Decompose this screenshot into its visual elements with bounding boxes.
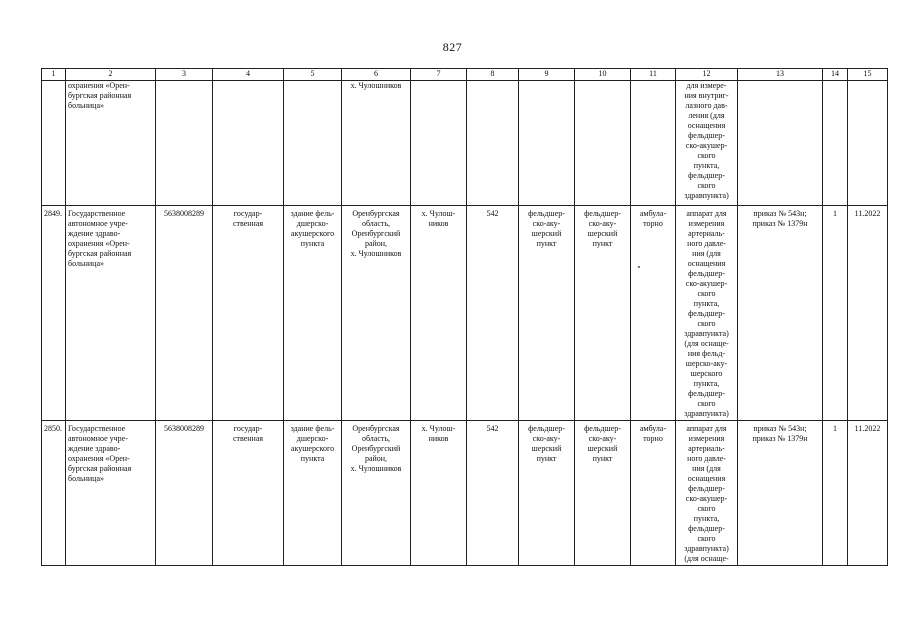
table-cell (213, 81, 284, 206)
table-cell (519, 81, 575, 206)
column-number: 8 (467, 69, 519, 81)
order-reference-cell: приказ № 543н; приказ № 1379н (738, 206, 823, 421)
column-number: 15 (848, 69, 888, 81)
organization-name-cell: охранения «Орен- бургская районная больница» (66, 81, 156, 206)
facility-subtype-cell: фельдшер- ско-аку- шерский пункт (575, 421, 631, 566)
address-cell: Оренбургская область, Оренбургский район, х. Чулошников (342, 421, 411, 566)
column-number-row (42, 69, 888, 81)
table-cell (42, 81, 66, 206)
date-cell: 11.2022 (848, 206, 888, 421)
registry-table (41, 68, 888, 566)
column-number: 6 (342, 69, 411, 81)
ownership-cell: государ- ственная (213, 206, 284, 421)
table-cell (156, 81, 213, 206)
ownership-cell: государ- ственная (213, 421, 284, 566)
entry-number-cell: 2850. (42, 421, 66, 566)
table-cell (575, 81, 631, 206)
quantity-cell: 1 (823, 421, 848, 566)
column-number: 5 (284, 69, 342, 81)
scan-speck (638, 266, 640, 268)
date-cell: 11.2022 (848, 421, 888, 566)
entry-number-cell: 2849. (42, 206, 66, 421)
column-number: 12 (676, 69, 738, 81)
code-cell: 542 (467, 421, 519, 566)
inn-cell: 5638008289 (156, 421, 213, 566)
table-cell (848, 81, 888, 206)
equipment-cell: для измере- ния внутриг- лазного дав- ления (для оснащения фельдшер- ско-акушер- ского пункта, фельдшер- ского здравпункта) (676, 81, 738, 206)
column-number: 3 (156, 69, 213, 81)
address-cell: х. Чулошников (342, 81, 411, 206)
table-cell (738, 81, 823, 206)
table-cell (411, 81, 467, 206)
address-cell: Оренбургская область, Оренбургский район, х. Чулошников (342, 206, 411, 421)
inn-cell: 5638008289 (156, 206, 213, 421)
table-cell (467, 81, 519, 206)
equipment-cell: аппарат для измерения артериаль- ного давле- ния (для оснащения фельдшер- ско-акушер- ского пункта, фельдшер- ского здравпункта) (для оснаще- ния фельд- шерско-аку- шерского пункта, фельдшер- ского здравпункта) (676, 206, 738, 421)
building-cell: здание фель- дшерско- акушерского пункта (284, 206, 342, 421)
facility-type-cell: фельдшер- ско-аку- шерский пункт (519, 206, 575, 421)
column-number: 10 (575, 69, 631, 81)
quantity-cell: 1 (823, 206, 848, 421)
care-form-cell: амбула- торно (631, 421, 676, 566)
column-number: 7 (411, 69, 467, 81)
organization-name-cell: Государственное автономное учре- ждение здраво- охранения «Орен- бургская районная больница» (66, 421, 156, 566)
table-row (42, 421, 888, 566)
page-number: 827 (442, 40, 463, 54)
table-row (42, 206, 888, 421)
order-reference-cell: приказ № 543н; приказ № 1379н (738, 421, 823, 566)
column-number: 2 (66, 69, 156, 81)
table-cell (823, 81, 848, 206)
settlement-cell: х. Чулош- ников (411, 206, 467, 421)
code-cell: 542 (467, 206, 519, 421)
settlement-cell: х. Чулош- ников (411, 421, 467, 566)
continuation-row (42, 81, 888, 206)
column-number: 13 (738, 69, 823, 81)
equipment-cell: аппарат для измерения артериаль- ного давле- ния (для оснащения фельдшер- ско-акушер- ского пункта, фельдшер- ского здравпункта) (для оснаще- (676, 421, 738, 566)
building-cell: здание фель- дшерско- акушерского пункта (284, 421, 342, 566)
care-form-cell: амбула- торно (631, 206, 676, 421)
column-number: 9 (519, 69, 575, 81)
column-number: 11 (631, 69, 676, 81)
column-number: 14 (823, 69, 848, 81)
column-number: 4 (213, 69, 284, 81)
table-cell (284, 81, 342, 206)
table-cell (631, 81, 676, 206)
facility-subtype-cell: фельдшер- ско-аку- шерский пункт (575, 206, 631, 421)
facility-type-cell: фельдшер- ско-аку- шерский пункт (519, 421, 575, 566)
column-number: 1 (42, 69, 66, 81)
organization-name-cell: Государственное автономное учре- ждение здраво- охранения «Орен- бургская районная больница» (66, 206, 156, 421)
